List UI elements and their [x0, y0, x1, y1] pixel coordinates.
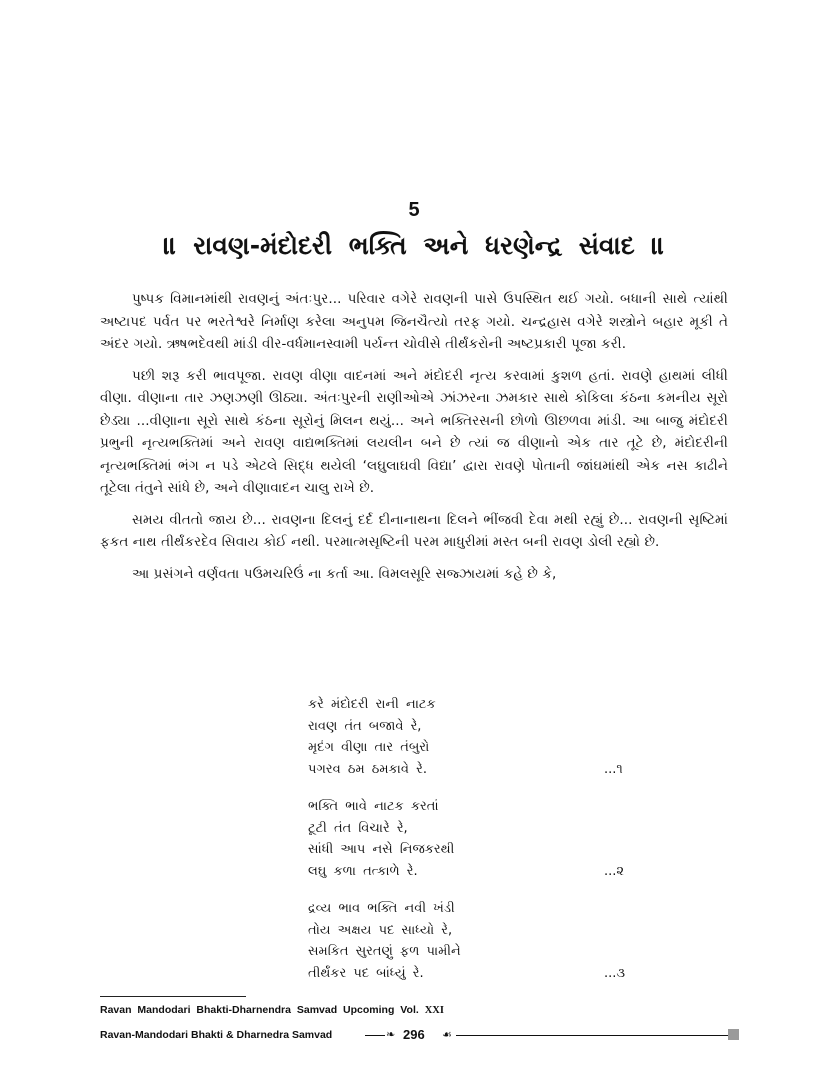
verse-line: દ્રવ્ય ભાવ ભક્તિ નવી ખંડી	[308, 901, 455, 916]
page-footer	[100, 1026, 740, 1044]
paragraph: સમય વીતતો જાય છે... રાવણના દિલનું દર્દ દીનાનાથના દિલને ભીંજવી દેવા મથી રહ્યું છે... રાવણની સૃષ્ટિમાં ફકત નાથ તીર્થંકરદેવ સિવાય કોઈ નથી. પરમાત્મસૃષ્ટિની પરમ માધુરીમાં મસ્ત બની રાવણ ડોલી રહ્યો છે.	[100, 511, 728, 550]
verse-text: પગરવ ઠમ ઠમકાવે રે.	[308, 761, 427, 777]
stanza-1	[308, 694, 628, 780]
verse-line: ભક્તિ ભાવે નાટક કરતાં	[308, 799, 439, 814]
stanza-3	[308, 898, 628, 984]
verse-line: કરે મંદોદરી રાની નાટક	[308, 697, 436, 712]
footnote-divider	[100, 996, 246, 997]
verse-text: લઘુ કળા તત્કાળે રે.	[308, 863, 418, 879]
verse-line-last	[308, 861, 628, 883]
footnote-text: Ravan Mandodari Bhakti-Dharnendra Samvad Upcoming Vol.	[100, 1004, 419, 1016]
stanza-number: ...૩	[604, 965, 626, 981]
page-number: 296	[403, 1027, 425, 1042]
verse-line: તોય અક્ષય પદ સાધ્યો રે,	[308, 922, 453, 938]
paragraph: પુષ્પક વિમાનમાંથી રાવણનું અંતઃપુર... પરિવાર વગેરે રાવણની પાસે ઉપસ્થિત થઈ ગયો. બધાની સાથે ત્યાંથી અષ્ટાપદ પર્વત પર ભરતેશ્વરે નિર્માણ કરેલા અનુપમ જિનચૈત્યો તરફ ગયો. ચન્દ્રહાસ વગેરે શસ્ત્રોને બહાર મૂકી તે અંદર ગયો. ઋષભદેવથી માંડી વીર-વર્ધમાનસ્વામી પર્યન્ત ચોવીસે તીર્થંકરોની અષ્ટપ્રકારી પૂજા કરી.	[100, 291, 728, 352]
verse-line: સાંધી આપ નસે નિજકરથી	[308, 842, 455, 857]
stanza-number: ...૨	[604, 863, 625, 879]
paragraph: પછી શરૂ કરી ભાવપૂજા. રાવણ વીણા વાદનમાં અને મંદોદરી નૃત્ય કરવામાં કુશળ હતાં. રાવણે હાથમાં લીધી વીણા. વીણાના તાર ઝણઝણી ઊઠ્યા. અંતઃપુરની રાણીઓએ ઝાંઝરના ઝમકાર સાથે કોકિલા કંઠના કમનીય સૂરો છેડ્યા ...વીણાના સૂરો સાથે કંઠના સૂરોનું મિલન થયું... અને ભક્તિરસની છોળો ઊછળવા માંડી. આ બાજુ મંદોદરી પ્રભુની નૃત્યભક્તિમાં અને રાવણ વાદ્યભક્તિમાં લયલીન બને છે ત્યાં જ વીણાનો એક તાર તૂટે છે, મંદોદરીની નૃત્યભક્તિમાં ભંગ ન પડે એટલે સિદ્ધ થયેલી ‘લઘુલાઘવી વિદ્યા’ દ્વારા રાવણે પોતાની જાંઘમાંથી એક નસ કાઢીને તૂટેલા તંતુને સાંધે છે, અને વીણાવાદન ચાલુ રાખે છે.	[100, 367, 728, 496]
footnote	[100, 1003, 444, 1018]
stanza-number: ...૧	[604, 761, 623, 777]
fleuron-right-icon: ☙	[442, 1028, 452, 1041]
poem	[308, 694, 628, 1000]
chapter-number: 5	[408, 199, 420, 221]
verse-line: મૃદંગ વીણા તાર તંબુરો	[308, 740, 430, 755]
verse-text: તીર્થંકર પદ બાંધ્યું રે.	[308, 965, 424, 981]
verse-line: ટૂટી તંત વિચારે રે,	[308, 820, 408, 836]
footer-square-icon	[728, 1029, 739, 1040]
footer-rule-left	[365, 1035, 385, 1036]
verse-line-last	[308, 963, 628, 985]
footnote-volume: XXI	[424, 1005, 444, 1016]
running-title: Ravan-Mandodari Bhakti & Dharnedra Samvad	[100, 1029, 333, 1041]
verse-line-last	[308, 759, 628, 781]
stanza-2	[308, 796, 628, 882]
body-text	[100, 288, 728, 594]
chapter-title: ॥ રાવણ-મંદોદરી ભક્તિ અને ધરણેન્દ્ર સંવાદ ॥	[163, 231, 665, 260]
verse-line: રાવણ તંત બજાવે રે,	[308, 718, 422, 734]
footer-rule-right	[456, 1035, 728, 1036]
verse-line: સમકિત સુરતણું ફળ પામીને	[308, 944, 461, 959]
fleuron-left-icon: ❧	[386, 1028, 396, 1041]
poem-intro: આ પ્રસંગને વર્ણવતા પઉમચરિઉં ના કર્તા આ. વિમલસૂરિ સજ્ઝાયમાં કહે છે કે,	[132, 565, 557, 582]
